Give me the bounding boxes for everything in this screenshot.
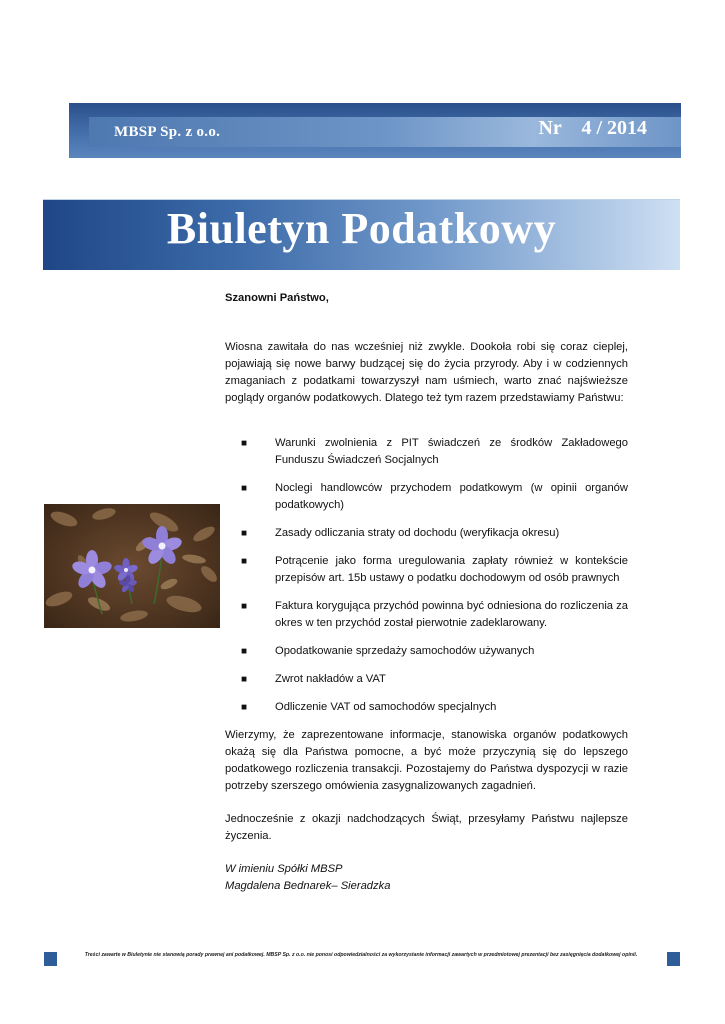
bullet-icon: ■ bbox=[241, 528, 248, 539]
header-banner bbox=[69, 103, 681, 158]
topic-list bbox=[225, 435, 628, 716]
greeting: Szanowni Państwo, bbox=[225, 292, 329, 304]
list-item bbox=[225, 525, 628, 542]
wishes-paragraph: Jednocześnie z okazji nadchodzących Świąt, przesyłamy Państwu najlepsze życzenia. bbox=[225, 813, 628, 842]
footer-square-left bbox=[44, 952, 57, 966]
bullet-icon: ■ bbox=[241, 702, 248, 713]
page-title: Biuletyn Podatkowy bbox=[166, 204, 557, 253]
list-item bbox=[225, 553, 628, 587]
list-item bbox=[225, 699, 628, 716]
header-banner-inner bbox=[89, 117, 681, 147]
topic-text: Potrącenie jako forma uregulowania zapłaty również w kontekście przepisów art. 15b ustawy o podatku dochodowym od osób prawnych bbox=[275, 555, 628, 584]
bullet-icon: ■ bbox=[241, 483, 248, 494]
list-item bbox=[225, 598, 628, 632]
footer-square-right bbox=[667, 952, 680, 966]
footer-disclaimer: Treści zawarte w Biuletynie nie stanowią porady prawnej ani podatkowej. MBSP Sp. z o.o. nie ponosi odpowiedzialności za wykorzystanie informacji zawartych w przedmiotowej prezentacji bez zasięgnięcia dodatkowej opinii. bbox=[84, 952, 638, 958]
list-item bbox=[225, 435, 628, 469]
title-banner bbox=[43, 199, 680, 270]
topic-text: Noclegi handlowców przychodem podatkowym (w opinii organów podatkowych) bbox=[275, 482, 628, 511]
bullet-icon: ■ bbox=[241, 674, 248, 685]
letter-body bbox=[225, 290, 628, 895]
bullet-icon: ■ bbox=[241, 556, 248, 567]
topic-text: Odliczenie VAT od samochodów specjalnych bbox=[275, 701, 497, 713]
topic-text: Zasady odliczania straty od dochodu (weryfikacja okresu) bbox=[275, 527, 560, 539]
bullet-icon: ■ bbox=[241, 438, 248, 449]
flower-photo bbox=[44, 504, 220, 628]
intro-paragraph: Wiosna zawitała do nas wcześniej niż zwykle. Dookoła robi się coraz cieplej, pojawiają się nowe barwy budzącej się do życia przyrody. Aby i w codziennych zmaganiach z podatkami towarzyszył nam uśmiech, warto znać najświeższe poglądy organów podatkowych. Dlatego też tym razem przedstawiamy Państwu: bbox=[225, 341, 628, 404]
topic-text: Opodatkowanie sprzedaży samochodów używanych bbox=[275, 645, 535, 657]
flower-photo-image bbox=[44, 504, 220, 628]
topic-text: Warunki zwolnienia z PIT świadczeń ze środków Zakładowego Funduszu Świadczeń Socjalnych bbox=[275, 437, 628, 466]
topic-text: Faktura korygująca przychód powinna być odniesiona do rozliczenia za okres w ten przychód został pierwotnie zadeklarowany. bbox=[275, 600, 628, 629]
signature-line-company: W imieniu Spółki MBSP bbox=[225, 863, 343, 875]
list-item bbox=[225, 643, 628, 660]
list-item bbox=[225, 671, 628, 688]
signature-line-name: Magdalena Bednarek– Sieradzka bbox=[225, 880, 391, 892]
list-item bbox=[225, 480, 628, 514]
company-name: MBSP Sp. z o.o. bbox=[114, 124, 221, 140]
topic-text: Zwrot nakładów a VAT bbox=[275, 673, 386, 685]
issue-number: Nr 4 / 2014 bbox=[538, 117, 647, 139]
closing-paragraph: Wierzymy, że zaprezentowane informacje, stanowiska organów podatkowych okażą się dla Państwa pomocne, a być może przyczynią się do lepszego podatkowego rozliczenia transakcji. Pozostajemy do Państwa dyspozycji w razie potrzeby szerszego omówienia zasygnalizowanych zagadnień. bbox=[225, 729, 628, 792]
bullet-icon: ■ bbox=[241, 601, 248, 612]
bullet-icon: ■ bbox=[241, 646, 248, 657]
signature bbox=[225, 861, 628, 895]
